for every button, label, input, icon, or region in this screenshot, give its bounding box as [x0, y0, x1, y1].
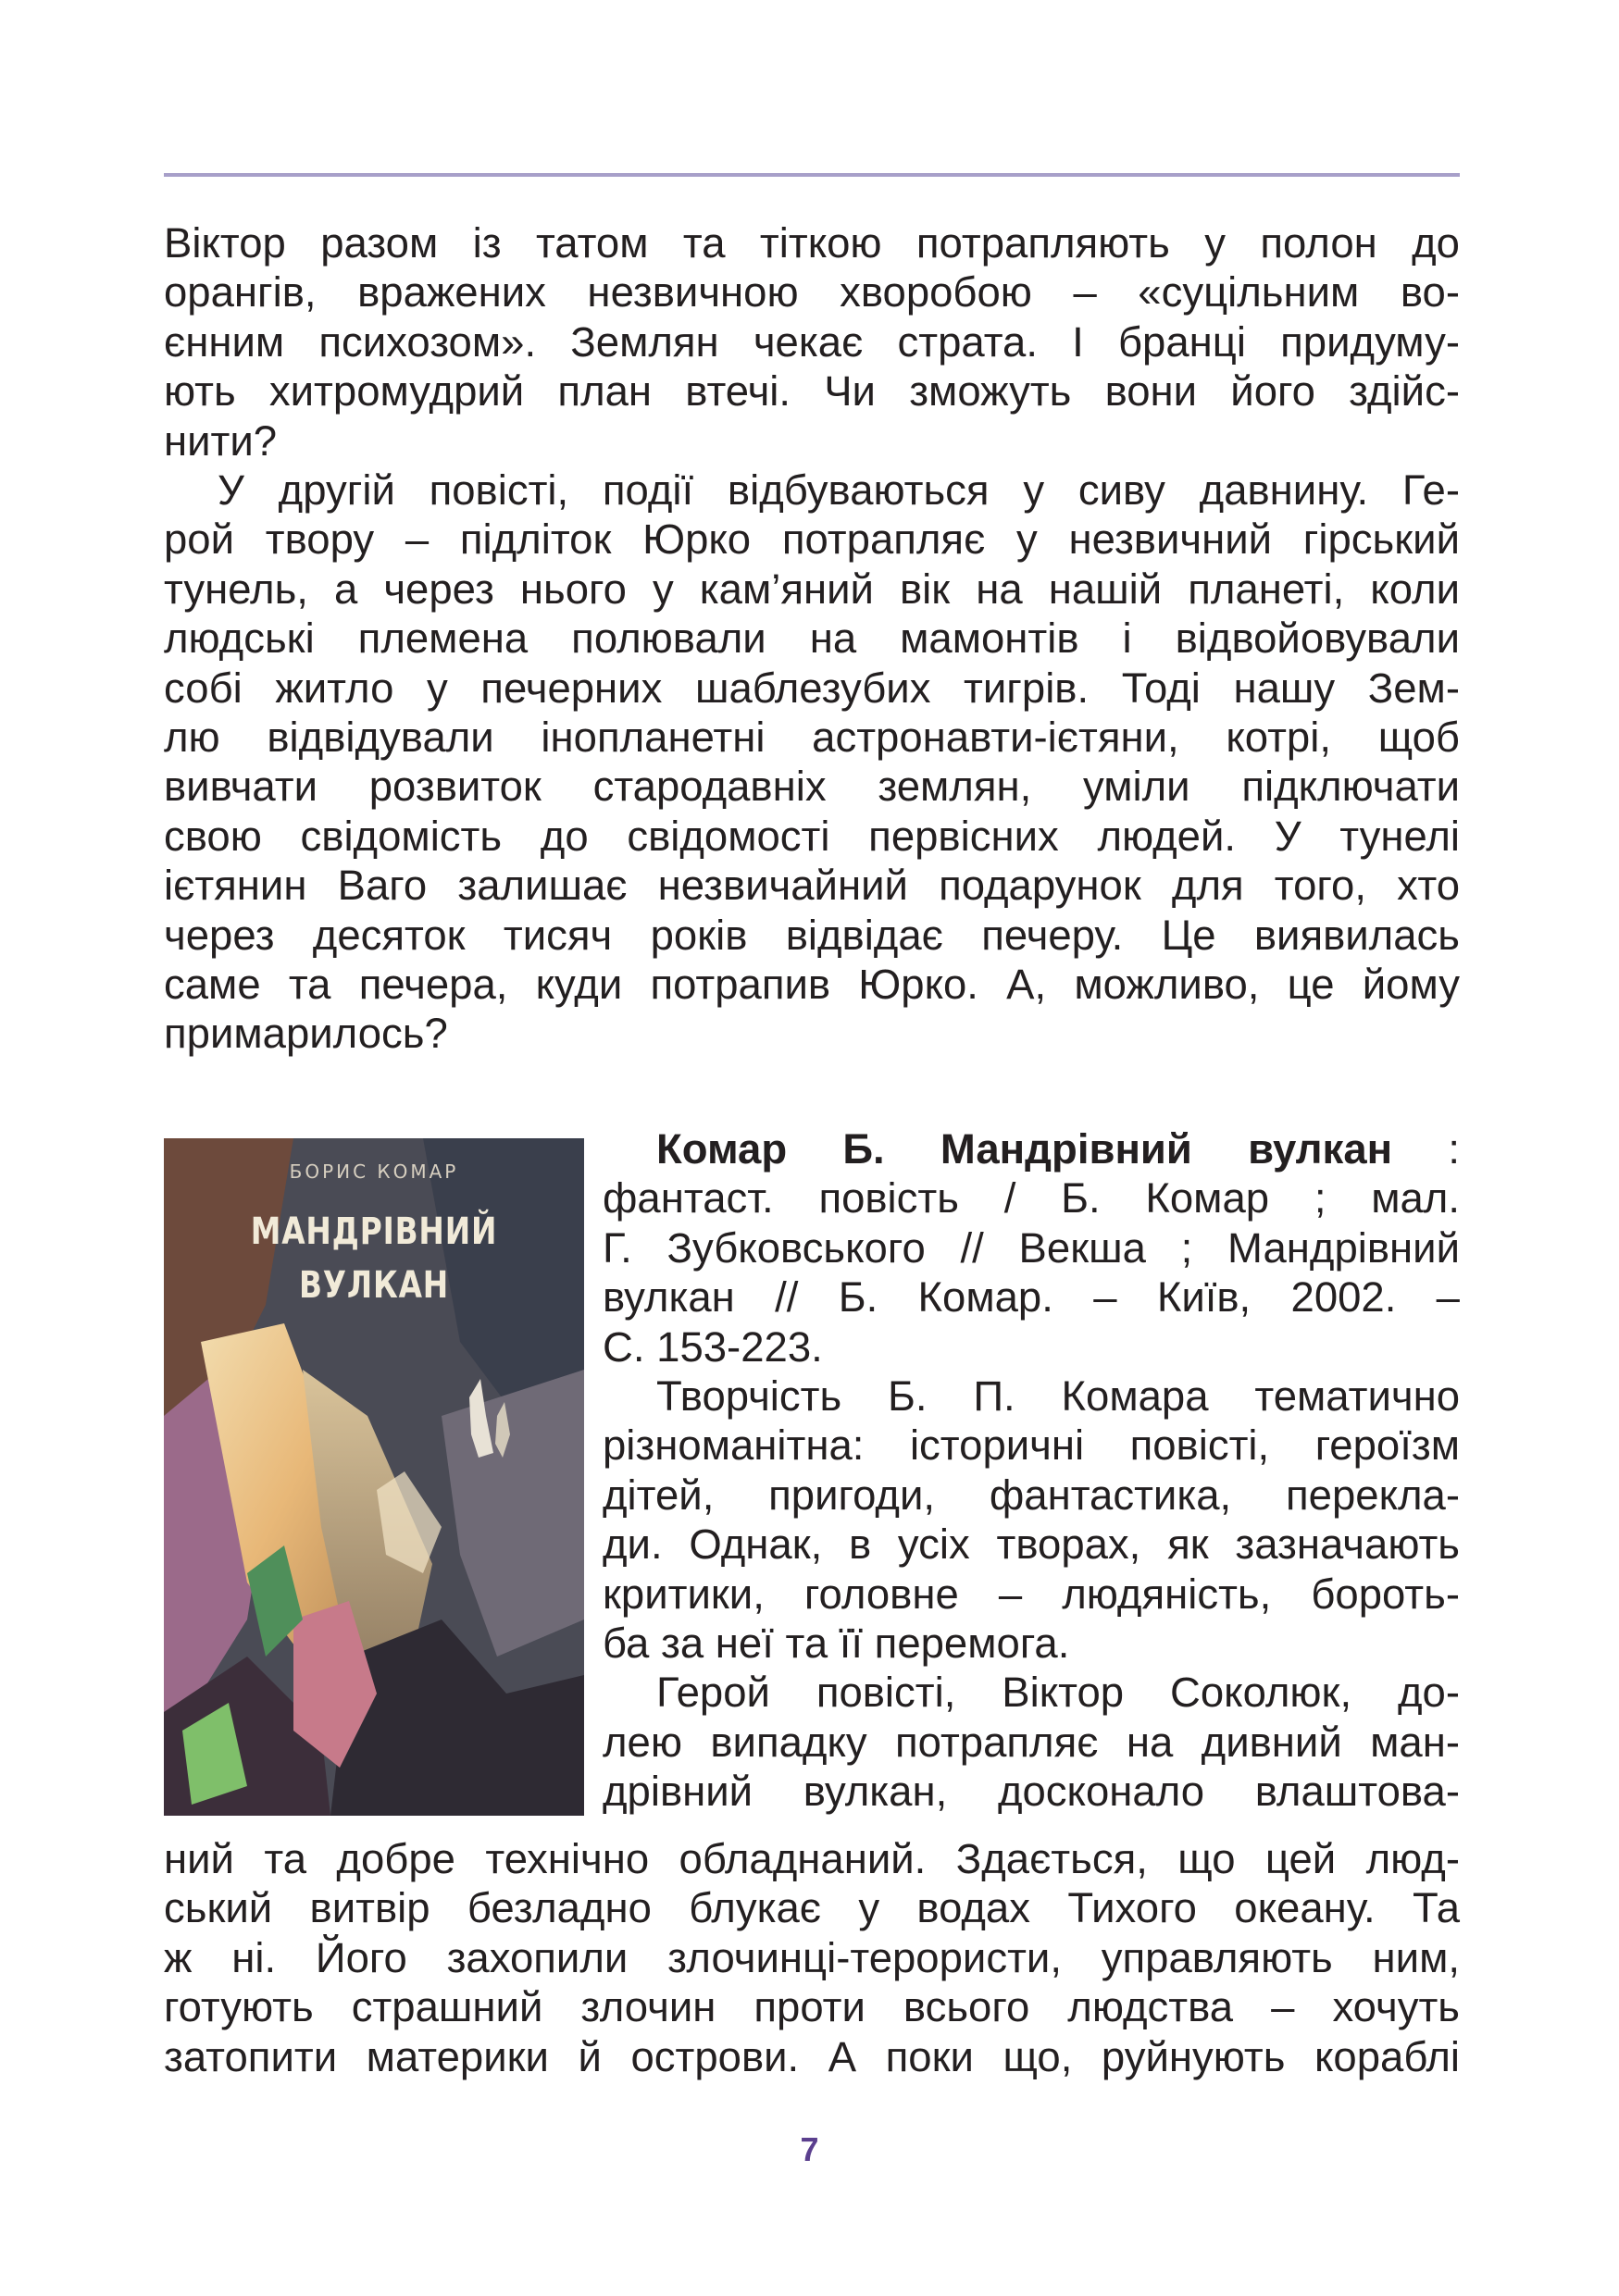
cover-title-line: МАНДРІВНИЙ	[250, 1210, 498, 1253]
text-line: нити?	[164, 416, 278, 465]
text-line: рой твору – підліток Юрко потрапляє у незвичний гірський	[164, 515, 1460, 564]
text-line: лею випадку потрапляє на дивний ман-	[603, 1718, 1460, 1766]
text-line: єнним психозом». Землян чекає страта. І бранці придуму-	[164, 317, 1460, 366]
text-line: ють хитромудрий план втечі. Чи зможуть вони його здійс-	[164, 367, 1460, 416]
bibliography-colon: :	[1392, 1125, 1460, 1173]
text-line: ний та добре технічно обладнаний. Здається, що цей люд-	[164, 1835, 1460, 1882]
cover-author: БОРИС КОМАР	[289, 1160, 459, 1183]
text-line: критики, головне – людяність, бороть-	[603, 1570, 1460, 1618]
bibliography-title: Комар Б. Мандрівний вулкан	[656, 1125, 1393, 1173]
text-line: вулкан // Б. Комар. – Київ, 2002. –	[603, 1273, 1460, 1322]
page-number: 7	[800, 2130, 819, 2168]
text-line: саме та печера, куди потрапив Юрко. А, можливо, це йому	[164, 961, 1460, 1009]
text-line: ба за неї та її перемога.	[603, 1620, 1070, 1668]
text-line: собі житло у печерних шаблезубих тигрів. Тоді нашу Зем-	[164, 664, 1460, 712]
text-line: дрівний вулкан, досконало влаштова-	[603, 1768, 1460, 1816]
text-line: тунель, а через нього у кам’яний вік на нашій планеті, коли	[164, 565, 1460, 613]
text-line: дітей, пригоди, фантастика, перекла-	[603, 1471, 1460, 1519]
cover-title-line: ВУЛКАН	[298, 1264, 450, 1307]
text-line: через десяток тисяч років відвідає печеру. Це виявилась	[164, 911, 1460, 959]
text-line: Г. Зубковського // Векша ; Мандрівний	[603, 1223, 1460, 1272]
intro-paragraph	[164, 218, 1460, 465]
bibliography-heading	[603, 1124, 1460, 1173]
text-line: фантаст. повість / Б. Комар ; мал.	[603, 1174, 1460, 1222]
second-story-paragraph	[164, 465, 1460, 1059]
book-description	[603, 1124, 1460, 1817]
text-line: затопити материки й острови. А поки що, руйнують кораблі	[164, 2032, 1460, 2080]
text-line: ський витвір безладно блукає у водах Тихого океану. Та	[164, 1884, 1460, 1932]
cover-title	[202, 1205, 546, 1312]
text-line: ієтянин Ваго залишає незвичайний подарунок для того, хто	[164, 862, 1460, 910]
text-line: примарилось?	[164, 1010, 448, 1058]
text-line: орангів, вражених незвичною хворобою – «суцільним во-	[164, 268, 1460, 316]
text-line: Герой повісті, Віктор Соколюк, до-	[656, 1669, 1460, 1717]
text-line: лю відвідували інопланетні астронавти-ієтяни, котрі, щоб	[164, 714, 1460, 762]
text-line: ди. Однак, в усіх творах, як зазначають	[603, 1520, 1460, 1569]
hero-paragraph-continued	[164, 1834, 1460, 2081]
text-line: готують страшний злочин проти всього людства – хочуть	[164, 1983, 1460, 2031]
header-rule	[164, 173, 1460, 177]
text-line: різноманітна: історичні повісті, героїзм	[603, 1421, 1460, 1470]
text-line: С. 153-223.	[603, 1322, 823, 1371]
text-line: людські племена полювали на мамонтів і відвойовували	[164, 614, 1460, 663]
text-line: ж ні. Його захопили злочинці-терористи, управляють ним,	[164, 1933, 1460, 1981]
text-line: Творчість Б. П. Комара тематично	[656, 1372, 1460, 1421]
book-cover-image	[164, 1138, 584, 1816]
text-line: Віктор разом із татом та тіткою потрапляють у полон до	[164, 219, 1460, 267]
text-line: свою свідомість до свідомості первісних людей. У тунелі	[164, 812, 1460, 860]
text-line: У другій повісті, події відбуваються у сиву давнину. Ге-	[218, 466, 1460, 514]
text-line: вивчати розвиток стародавніх землян, уміли підключати	[164, 763, 1460, 811]
